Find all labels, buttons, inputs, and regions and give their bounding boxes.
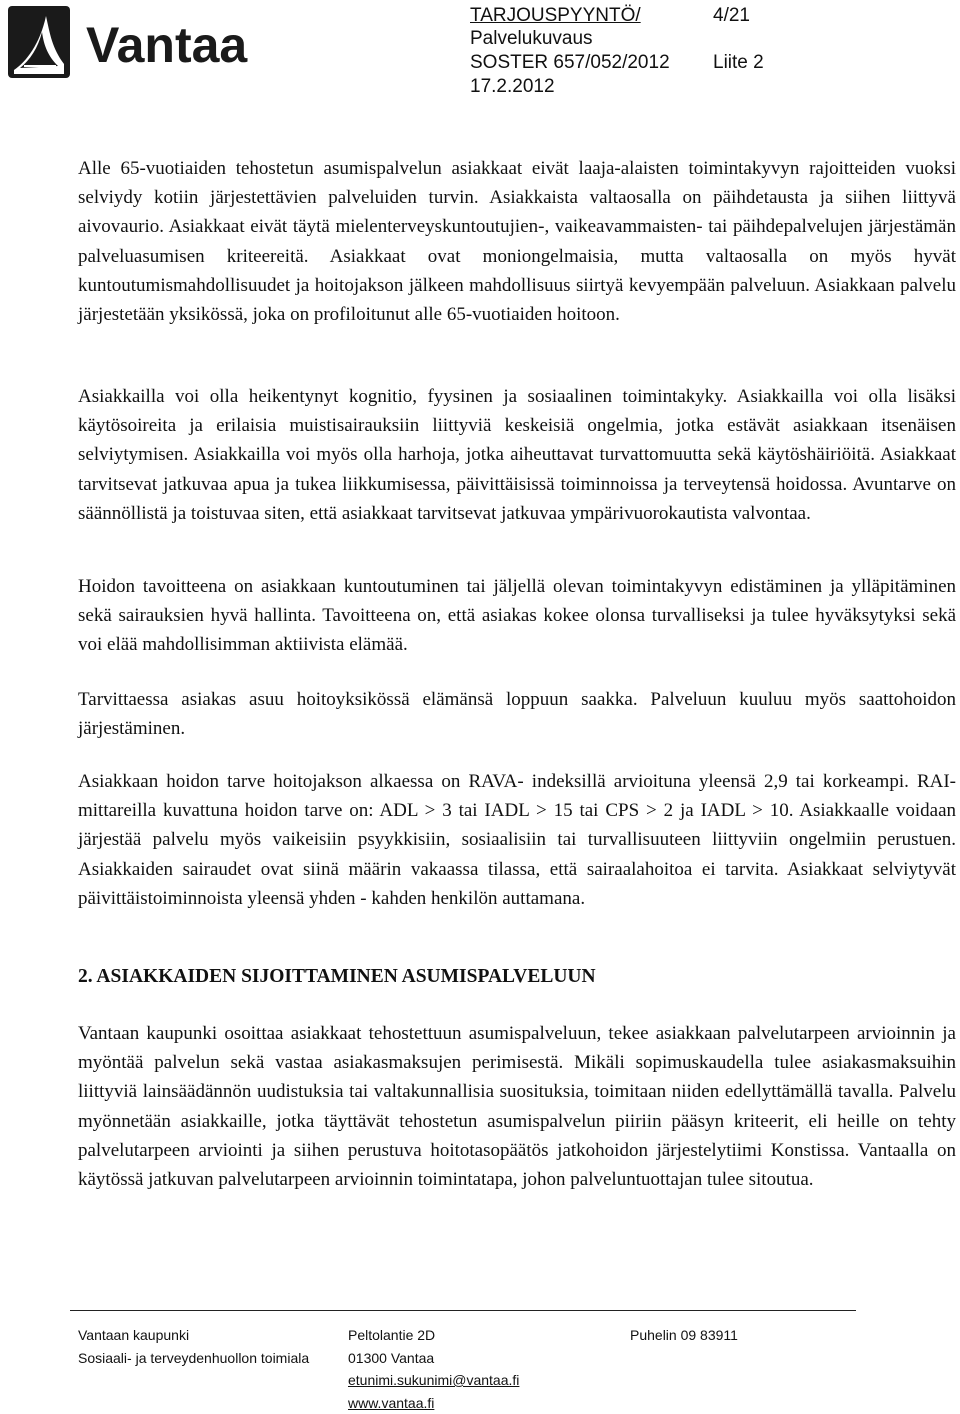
vantaa-crest-icon — [6, 4, 274, 84]
paragraph-3: Hoidon tavoitteena on asiakkaan kuntoutuminen tai jäljellä olevan toimintakyvyn edistäminen ja ylläpitäminen sekä sairauksien hyvä hallinta. Tavoitteena on, että asiakas kokee olonsa turvalliseksi ja tulee hyväksytyksi sekä voi elää mahdollisimman aktiivista elämää. — [78, 576, 956, 656]
footer-postal: 01300 Vantaa — [348, 1349, 435, 1366]
paragraph-2: Asiakkailla voi olla heikentynyt kognitio, fyysinen ja sosiaalinen toimintakyky. Asiakkailla voi olla lisäksi käytösoireita ja erilaisia muistisairauksiin liittyviä keskeisiä ongelmia, jotka estävät asiakkaan itsenäisen selviytymisen. Asiakkailla voi myös olla harhoja, jotka aiheuttavat turvattomuutta sekä käytöshäiriöitä. Asiakkaat tarvitsevat jatkuvaa apua ja tukea liikkumisessa, päivittäisissä toiminnoissa ja terveytensä hoidossa. Avuntarve on säännöllistä ja toistuvaa siten, että asiakkaat tarvitsevat jatkuvaa ympärivuorokautista valvontaa. — [78, 386, 956, 524]
doc-type: TARJOUSPYYNTÖ/ — [470, 5, 641, 26]
doc-reference: SOSTER 657/052/2012 — [470, 52, 670, 73]
footer-phone: Puhelin 09 83911 — [630, 1327, 738, 1343]
vantaa-logo — [6, 4, 274, 84]
footer-address — [348, 1324, 519, 1414]
footer-org: Vantaan kaupunki — [78, 1327, 190, 1343]
section-paragraph: Vantaan kaupunki osoittaa asiakkaat tehostettuun asumispalveluun, tekee asiakkaan palvelutarpeen arvioinnin ja myöntää palvelun sekä vastaa asiakasmaksujen perimisestä. Mikäli sopimuskaudella tulee asiakasmaksuihin liittyviä lainsäädännön uudistuksia tai valtakunnallisia suosituksia, toimitaan niiden edellyttämällä tavalla. Palvelu myönnetään asiakkaille, jotka täyttävät tehostetun asumispalvelun piiriin pääsyn kriteerit, eli heille on tehty palvelutarpeen arviointi ja siihen perustuva hoitotasopäätös jatkohoidon järjestelytiimi Konstissa. Vantaalla on käytössä jatkuvan palvelutarpeen arvioinnin toimintatapa, johon palveluntuottajan tulee sitoutua. — [78, 1023, 956, 1191]
doc-title: Palvelukuvaus — [470, 28, 593, 49]
svg-text:Vantaa: Vantaa — [86, 17, 248, 73]
footer-organization — [78, 1324, 309, 1369]
footer-dept: Sosiaali- ja terveydenhuollon toimiala — [78, 1349, 310, 1366]
paragraph-5: Asiakkaan hoidon tarve hoitojakson alkaessa on RAVA- indeksillä arvioituna yleensä 2,9 tai korkeampi. RAI-mittareilla kuvattuna hoidon tarve on: ADL > 3 tai IADL > 15 tai CPS > 2 ja IADL > 10. Asiakkaalle voidaan järjestää palvelu myös vaikeisiin psyykkisiin, sosiaalisiin tai turvallisuuteen liittyviin ongelmiin perustuen. Asiakkaiden sairaudet ovat siinä määrin vakaassa tilassa, että sairaalahoitoa ei tarvita. Asiakkaat selviytyvät päivittäistoiminnoista yleensä yhden - kahden henkilön auttamana. — [78, 771, 956, 909]
footer-email-link[interactable]: etunimi.sukunimi@vantaa.fi — [348, 1372, 520, 1388]
doc-date: 17.2.2012 — [470, 76, 555, 97]
page-number: 4/21 — [713, 5, 750, 26]
paragraph-1: Alle 65-vuotiaiden tehostetun asumispalvelun asiakkaat eivät laaja-alaisten toimintakyvyn rajoitteiden vuoksi selviydy kotiin järjestettävien palveluiden turvin. Asiakkaista valtaosalla on päihdetausta ja siihen liittyvä aivovaurio. Asiakkaat eivät täytä mielenterveyskuntoutujien-, vaikeavammaisten- tai päihdepalvelujen järjestämän palveluasumisen kriteereitä. Asiakkaat ovat moniongelmaisia, mutta valtaosalla on myös hyvät kuntoutumismahdollisuudet ja hoitojakson jälkeen mahdollisuus siirtyä kevyempään palveluun. Asiakkaan palvelu järjestetään yksikössä, joka on profiloitunut alle 65-vuotiaiden hoitoon. — [78, 158, 956, 326]
attachment-label: Liite 2 — [713, 52, 764, 73]
footer-street: Peltolantie 2D — [348, 1327, 436, 1343]
footer-web-link[interactable]: www.vantaa.fi — [348, 1394, 435, 1411]
paragraph-4: Tarvittaessa asiakas asuu hoitoyksikössä elämänsä loppuun saakka. Palveluun kuuluu myös saattohoidon järjestäminen. — [78, 689, 956, 740]
footer-divider — [70, 1310, 856, 1311]
section-heading: 2. ASIAKKAIDEN SIJOITTAMINEN ASUMISPALVELUUN — [78, 966, 596, 987]
